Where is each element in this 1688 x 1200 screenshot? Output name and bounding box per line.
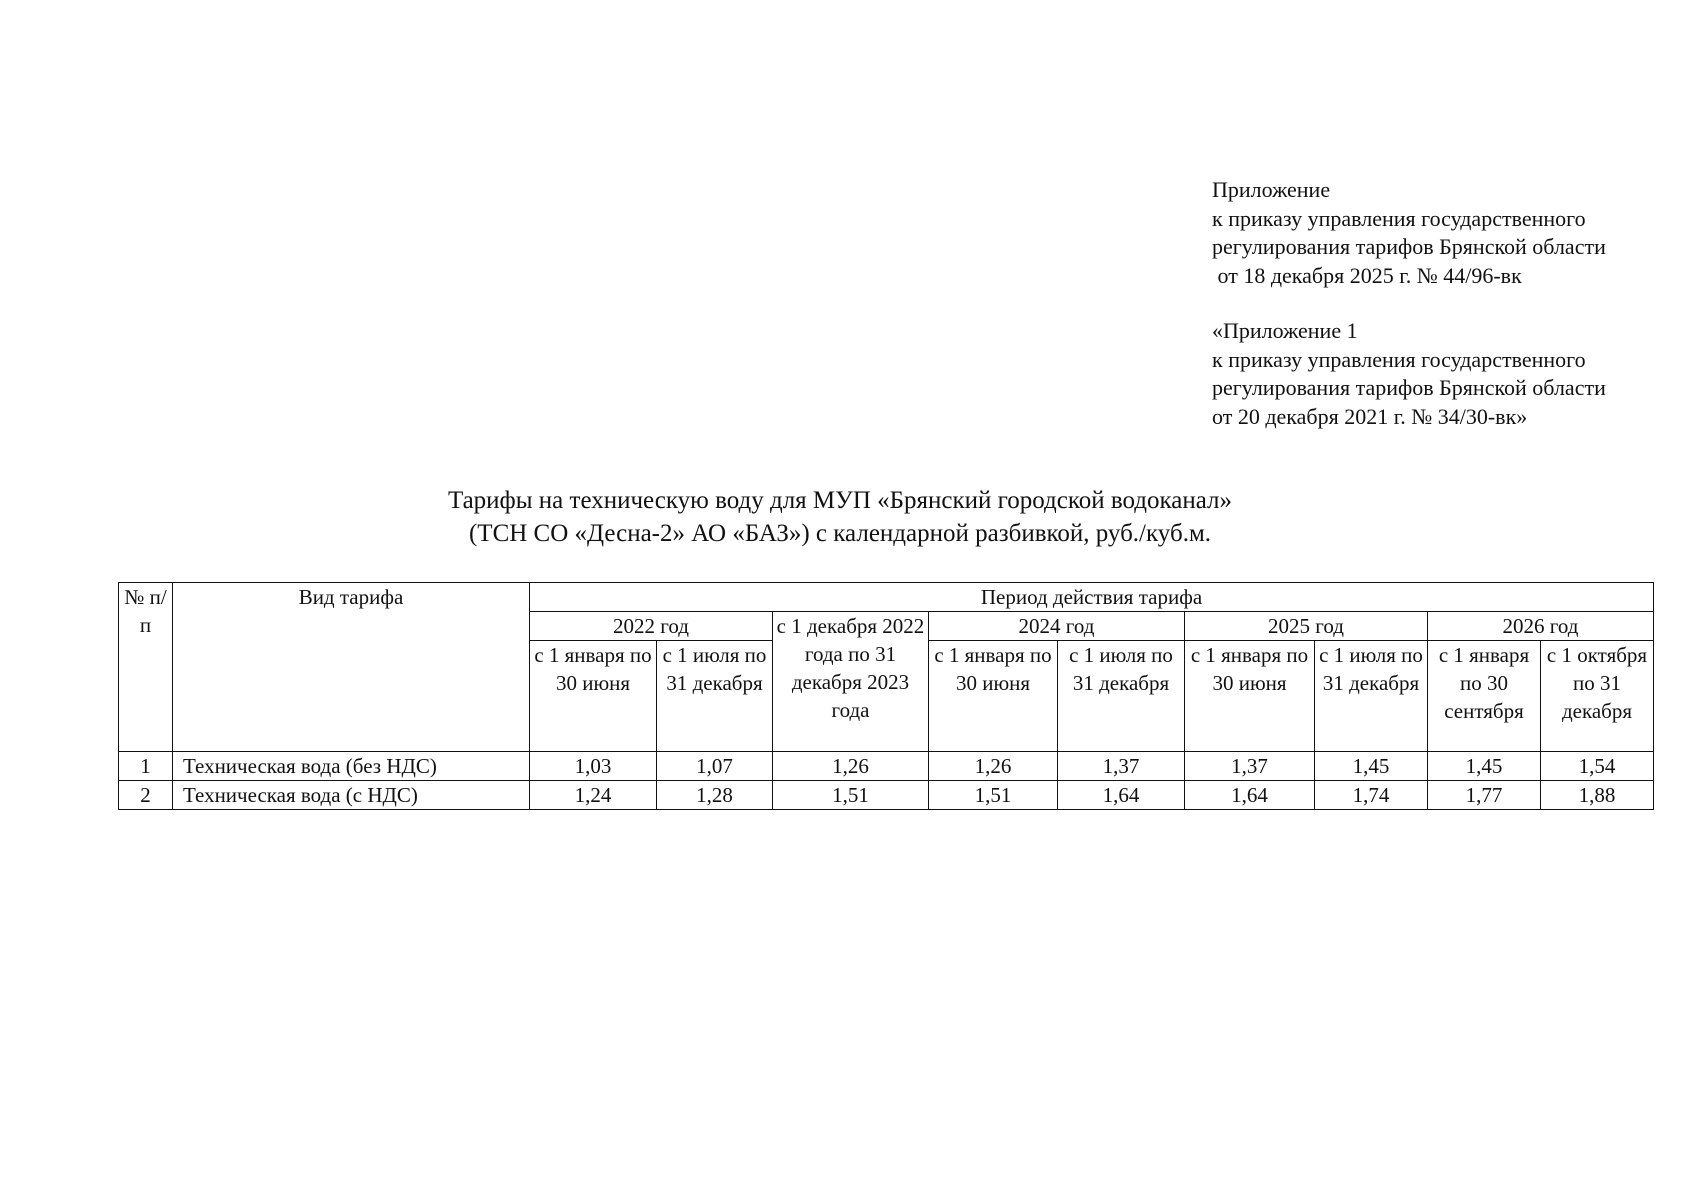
header-subperiod: с 1 октября по 31 декабря (1541, 641, 1654, 752)
tariff-value: 1,54 (1541, 752, 1654, 781)
tariff-value: 1,88 (1541, 781, 1654, 810)
row-tariff-name: Техническая вода (с НДС) (173, 781, 530, 810)
tariff-value: 1,51 (929, 781, 1058, 810)
header-subperiod: с 1 января по 30 июня (530, 641, 657, 752)
header-period: Период действия тарифа (530, 583, 1654, 612)
table-row (119, 781, 1654, 810)
header-subperiod: с 1 июля по 31 декабря (1315, 641, 1428, 752)
header-number: № п/п (119, 583, 173, 752)
tariff-value: 1,26 (929, 752, 1058, 781)
tariff-value: 1,77 (1428, 781, 1541, 810)
appendix-line: «Приложение 1 (1212, 318, 1358, 343)
tariff-value: 1,24 (530, 781, 657, 810)
header-tariff-type: Вид тарифа (173, 583, 530, 752)
appendix-line: Приложение (1212, 177, 1331, 202)
appendix-line: от 20 декабря 2021 г. № 34/30-вк» (1212, 403, 1528, 429)
tariff-value: 1,37 (1058, 752, 1185, 781)
appendix-current (1212, 176, 1672, 290)
tariff-value: 1,64 (1058, 781, 1185, 810)
header-year-2025: 2025 год (1185, 612, 1428, 641)
tariff-value: 1,26 (773, 752, 929, 781)
row-number: 2 (119, 781, 173, 810)
tariff-value: 1,45 (1315, 752, 1428, 781)
appendix-line: от 18 декабря 2025 г. № 44/96-вк (1212, 262, 1522, 288)
header-year-2026: 2026 год (1428, 612, 1654, 641)
header-subperiod: с 1 июля по 31 декабря (1058, 641, 1185, 752)
appendix-line: к приказу управления государственного (1212, 205, 1586, 231)
tariffs-table (118, 582, 1654, 810)
tariff-value: 1,51 (773, 781, 929, 810)
header-dec2022-dec2023: с 1 декабря 2022 года по 31 декабря 2023 года (773, 612, 929, 752)
tariff-value: 1,45 (1428, 752, 1541, 781)
title-line-1: Тарифы на техническую воду для МУП «Брянский городской водоканал» (447, 487, 1233, 514)
row-number: 1 (119, 752, 173, 781)
appendix-line: регулирования тарифов Брянской области (1212, 375, 1606, 400)
tariff-value: 1,37 (1185, 752, 1315, 781)
table-row (119, 752, 1654, 781)
tariff-value: 1,07 (657, 752, 773, 781)
header-subperiod: с 1 января по 30 июня (929, 641, 1058, 752)
tariff-value: 1,03 (530, 752, 657, 781)
header-year-2022: 2022 год (530, 612, 773, 641)
document-title (170, 484, 1510, 550)
title-line-2: (ТСН СО «Десна-2» АО «БАЗ») с календарной разбивкой, руб./куб.м. (468, 520, 1212, 547)
header-subperiod: с 1 января по 30 июня (1185, 641, 1315, 752)
appendix-line: к приказу управления государственного (1212, 346, 1586, 372)
appendix-line: регулирования тарифов Брянской области (1212, 234, 1606, 259)
tariff-value: 1,74 (1315, 781, 1428, 810)
header-year-2024: 2024 год (929, 612, 1185, 641)
tariff-value: 1,28 (657, 781, 773, 810)
row-tariff-name: Техническая вода (без НДС) (173, 752, 530, 781)
header-subperiod: с 1 июля по 31 декабря (657, 641, 773, 752)
appendix-original (1212, 317, 1672, 431)
appendix-header (1212, 176, 1672, 431)
tariff-value: 1,64 (1185, 781, 1315, 810)
header-subperiod: с 1 января по 30 сентября (1428, 641, 1541, 752)
